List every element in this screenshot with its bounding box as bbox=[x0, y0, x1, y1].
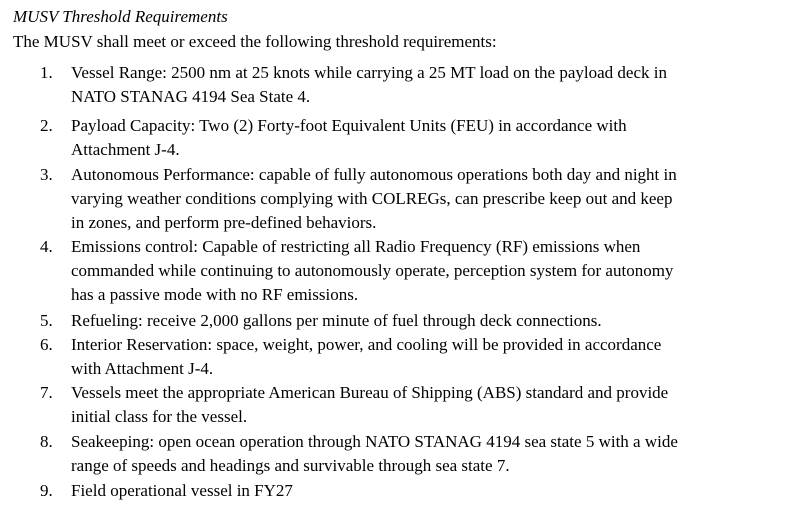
list-item-text: Field operational vessel in FY27 bbox=[71, 481, 293, 500]
list-item-number: 7. bbox=[40, 383, 53, 402]
list-item-number: 9. bbox=[40, 481, 53, 500]
list-item-text: Emissions control: Capable of restricting all Radio Frequency (RF) emissions when commanded while continuing to autonomously operate, perception system for autonomy has a passive mode with no RF emissions. bbox=[71, 237, 674, 304]
list-item-text: Vessel Range: 2500 nm at 25 knots while carrying a 25 MT load on the payload deck in NATO STANAG 4194 Sea State 4. bbox=[71, 63, 667, 106]
list-item-number: 5. bbox=[40, 311, 53, 330]
section-heading: MUSV Threshold Requirements bbox=[13, 7, 228, 26]
list-item-text: Refueling: receive 2,000 gallons per minute of fuel through deck connections. bbox=[71, 311, 602, 330]
list-item-number: 1. bbox=[40, 63, 53, 82]
list-item-text: Autonomous Performance: capable of fully autonomous operations both day and night in varying weather conditions complying with COLREGs, can prescribe keep out and keep in zones, and perform pre-defined behaviors. bbox=[71, 165, 677, 232]
list-item-number: 2. bbox=[40, 116, 53, 135]
list-item-number: 4. bbox=[40, 237, 53, 256]
list-item-number: 6. bbox=[40, 335, 53, 354]
list-item-text: Payload Capacity: Two (2) Forty-foot Equivalent Units (FEU) in accordance with Attachment J-4. bbox=[71, 116, 627, 159]
intro-paragraph: The MUSV shall meet or exceed the following threshold requirements: bbox=[13, 32, 497, 51]
list-item-text: Interior Reservation: space, weight, power, and cooling will be provided in accordance with Attachment J-4. bbox=[71, 335, 662, 378]
list-item-number: 3. bbox=[40, 165, 53, 184]
list-item-text: Seakeeping: open ocean operation through NATO STANAG 4194 sea state 5 with a wide range of speeds and headings and survivable through sea state 7. bbox=[71, 432, 678, 475]
list-item-number: 8. bbox=[40, 432, 53, 451]
list-item-text: Vessels meet the appropriate American Bureau of Shipping (ABS) standard and provide initial class for the vessel. bbox=[71, 383, 669, 426]
